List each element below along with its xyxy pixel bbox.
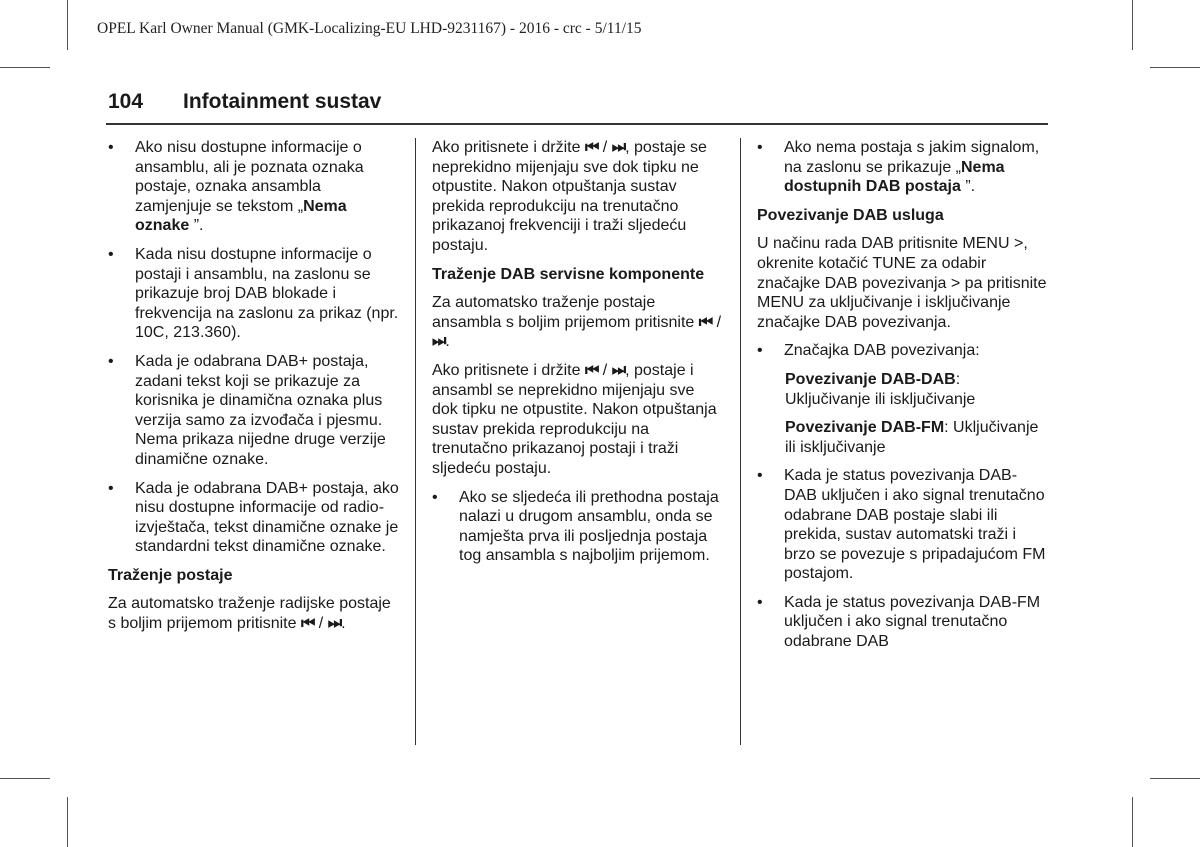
paragraph: Ako pritisnete i držite ⏮ / ⏭, postaje i ansambl se neprekidno mijenjaju sve dok tipku ne otpustite. Nakon otpuštanja sustav prekida reprodukciju na trenutačno prikazanoj postaji i traži sljedeću postaju. — [432, 361, 717, 477]
list-item: • Ako se sljedeća ili prethodna postaja nalazi u drugom ansamblu, onda se namješta prva ili posljednja postaja tog ansambla s najboljim prijemom. — [432, 488, 724, 566]
subheading: Traženje DAB servisne komponente — [432, 265, 705, 283]
page-number: 104 — [108, 90, 144, 113]
crop-mark — [1132, 0, 1133, 50]
bold-text: Nema oznake — [135, 197, 347, 235]
list-item: • Kada je status povezivanja DAB-FM uključen i ako signal trenutačno odabrane DAB — [757, 593, 1049, 652]
crop-mark — [0, 67, 50, 68]
list-item: • Ako nisu dostupne informacije o ansamblu, ali je poznata oznaka postaje, oznaka ansambla zamjenjuje se tekstom „Nema oznake ”. — [108, 138, 400, 236]
crop-mark — [0, 778, 50, 779]
option-label: Povezivanje DAB-DAB — [785, 370, 956, 388]
crop-mark — [1150, 67, 1200, 68]
paragraph: Ako pritisnete i držite ⏮ / ⏭, postaje se neprekidno mijenjaju sve dok tipku ne otpustite. Nakon otpuštanja sustav prekida reprodukciju na trenutačno prikazanoj frekvenciji i traži sljedeću postaju. — [432, 139, 707, 254]
seek-forward-icon: ⏭ — [611, 139, 626, 156]
column-1 — [108, 138, 400, 643]
crop-mark — [67, 797, 68, 847]
option-item: Povezivanje DAB-FM: Uključivanje ili isključivanje — [785, 419, 1039, 456]
seek-forward-icon: ⏭ — [432, 333, 446, 351]
list-item: • Značajka DAB povezivanja: — [757, 341, 1049, 361]
subheading: Traženje postaje — [108, 566, 233, 584]
crop-mark — [1132, 797, 1133, 847]
option-label: Povezivanje DAB-FM — [785, 419, 945, 437]
column-divider — [415, 138, 416, 745]
list-item: • Ako nema postaja s jakim signalom, na zaslonu se prikazuje „Nema dostupnih DAB postaja ”. — [757, 138, 1049, 197]
header-rule — [106, 123, 1048, 125]
bold-text: Nema dostupnih DAB postaja — [784, 158, 1005, 196]
seek-forward-icon: ⏭ — [611, 361, 626, 379]
seek-back-icon: ⏮ — [698, 313, 713, 331]
subheading: Povezivanje DAB usluga — [757, 206, 944, 224]
crop-mark — [67, 0, 68, 50]
paragraph: Za automatsko traženje postaje ansambla s boljim prijemom pritisnite ⏮ / ⏭. — [432, 294, 722, 351]
crop-mark — [1150, 778, 1200, 779]
seek-forward-icon: ⏭ — [327, 615, 342, 633]
document-meta: OPEL Karl Owner Manual (GMK-Localizing-EU LHD-9231167) - 2016 - crc - 5/11/15 — [97, 20, 642, 37]
paragraph: U načinu rada DAB pritisnite MENU >, okrenite kotačić TUNE za odabir značajke DAB povezivanja > pa pritisnite MENU za uključivanje i isključivanje značajke DAB povezivanja. — [757, 235, 1047, 331]
list-item: • Kada je odabrana DAB+ postaja, zadani tekst koji se prikazuje za korisnika je dinamična oznaka plus verzija samo za izvođača i pjesmu. Nema prikaza nijedne druge verzije dinamične oznake. — [108, 352, 400, 470]
paragraph: Za automatsko traženje radijske postaje s boljim prijemom pritisnite ⏮ / ⏭. — [108, 595, 391, 633]
column-2 — [432, 138, 724, 575]
seek-back-icon: ⏮ — [584, 361, 599, 379]
option-item: Povezivanje DAB-DAB: Uključivanje ili isključivanje — [785, 370, 976, 408]
seek-back-icon: ⏮ — [300, 615, 315, 633]
list-item: • Kada nisu dostupne informacije o postaji i ansamblu, na zaslonu se prikazuje broj DAB blokade i frekvencija na zaslonu za prikaz (npr. 10C, 213.360). — [108, 245, 400, 343]
column-divider — [740, 138, 741, 745]
list-item: • Kada je status povezivanja DAB-DAB uključen i ako signal trenutačno odabrane DAB postaje slabi ili prekida, sustav automatski traži i brzo se povezuje s pripadajućom FM postajom. — [757, 466, 1049, 584]
section-title: Infotainment sustav — [183, 90, 382, 113]
column-3 — [757, 138, 1049, 661]
seek-back-icon: ⏮ — [584, 139, 599, 156]
list-item: • Kada je odabrana DAB+ postaja, ako nisu dostupne informacije od radio-izvještača, tekst dinamične oznake je standardni tekst dinamične oznake. — [108, 479, 400, 557]
